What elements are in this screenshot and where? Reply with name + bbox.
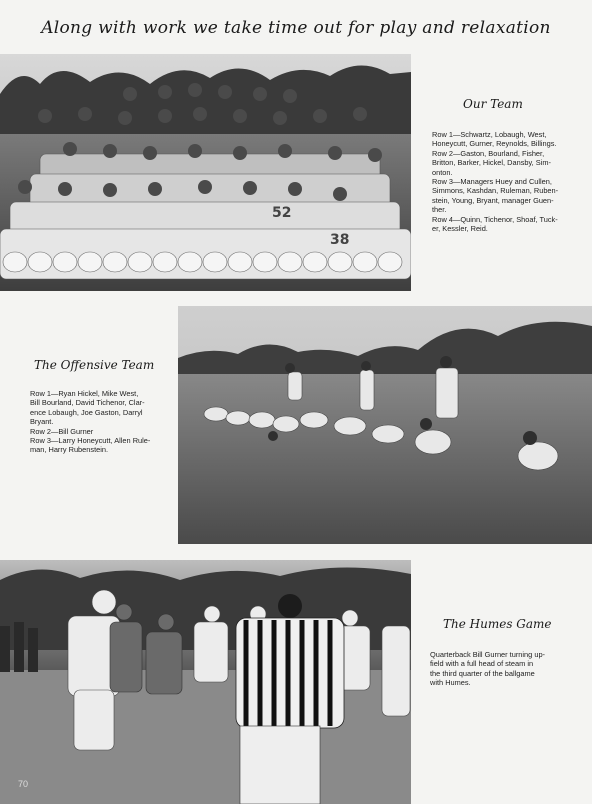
offensive-team-caption [30,389,176,455]
offensive-team-photo [178,306,592,544]
offense-caption-line: man, Harry Rubenstein. [30,445,109,455]
team-caption-line: stein, Young, Bryant, manager Guen- [432,195,554,205]
team-caption [432,130,582,233]
humes-game-photo [0,560,411,804]
team-caption-line: Row 3—Managers Huey and Cullen, [432,177,552,187]
offense-caption-line: Bryant. [30,417,54,427]
team-caption-line: ther. [432,205,447,215]
humes-game-caption [430,650,585,688]
team-heading: Our Team [463,97,523,111]
team-photo [0,54,411,291]
team-caption-line: Row 4—Quinn, Tichenor, Shoaf, Tuck- [432,214,558,224]
page-title: Along with work we take time out for play and relaxation [41,18,551,38]
page-number: 70 [18,779,29,789]
team-caption-line: er, Kessler, Reid. [432,224,488,234]
team-caption-line: Row 2—Gaston, Bourland, Fisher, [432,148,545,158]
svg-text:38: 38 [330,232,350,248]
humes-caption-line: field with a full head of steam in [430,659,534,669]
humes-game-heading: The Humes Game [443,617,552,631]
offense-caption-line: Row 1—Ryan Hickel, Mike West, [30,389,139,398]
humes-caption-line: Quarterback Bill Gurner turning up- [430,650,546,659]
offense-caption-line: Row 2—Bill Gurner [30,426,94,436]
team-caption-line: onton. [432,167,453,177]
offensive-team-heading: The Offensive Team [34,358,155,372]
humes-caption-line: the third quarter of the ballgame [430,668,535,678]
team-caption-line: Britton, Barker, Hickel, Dansby, Sim- [432,158,551,168]
offense-caption-line: Row 3—Larry Honeycutt, Allen Rule- [30,436,151,446]
humes-caption-line: with Humes. [430,678,471,688]
team-caption-line: Simmons, Kashdan, Ruleman, Ruben- [432,186,559,196]
offense-caption-line: Bill Bourland, David Tichenor, Clar- [30,398,145,408]
team-caption-line: Honeycutt, Gurner, Reynolds, Billings. [432,139,557,149]
team-caption-line: Row 1—Schwartz, Lobaugh, West, [432,130,547,139]
svg-text:52: 52 [272,205,292,221]
offense-caption-line: ence Lobaugh, Joe Gaston, Darryl [30,407,143,417]
